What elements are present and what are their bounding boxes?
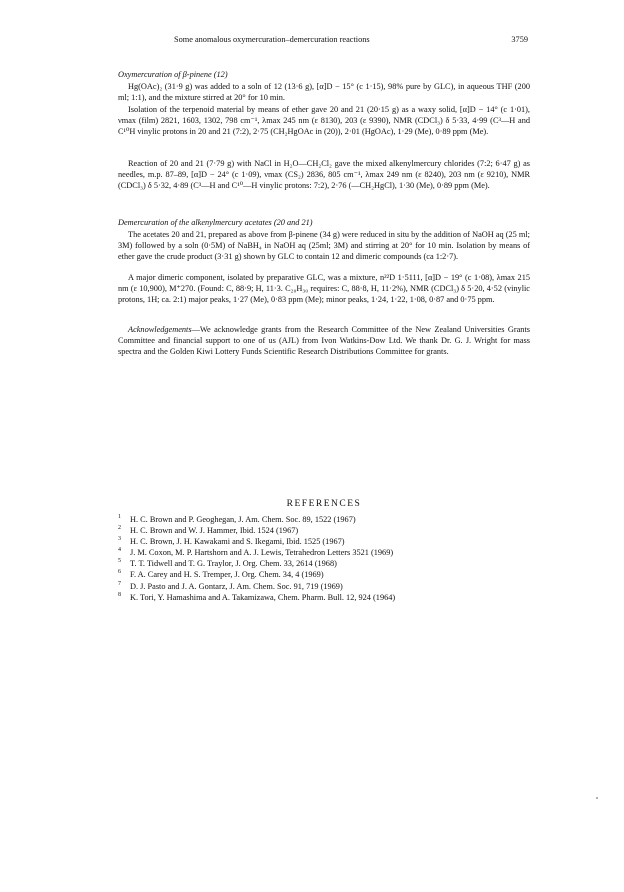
references-title: REFERENCES <box>286 499 362 509</box>
reference-text: K. Tori, Y. Hamashima and A. Takamizawa, Chem. Pharm. Bull. 12, 924 (1964) <box>130 592 396 602</box>
acknowledgements-text: —We acknowledge grants from the Research Committee of the New Zealand Universities Grants Committee and financial support to one of us (AJL) from Ivon Watkins-Dow Ltd. We thank Dr. G. J. Wright for mass spectra and the Golden Kiwi Lottery Funds Scientific Research Distributions Committee for grants. <box>118 325 530 357</box>
section-heading-oxymercuration: Oxymercuration of β-pinene (12) <box>118 70 228 79</box>
acknowledgements-label: Acknowledgements <box>128 325 192 334</box>
scan-speck <box>596 797 598 799</box>
page-number: 3759 <box>511 35 528 44</box>
reference-item <box>118 558 530 569</box>
reference-item <box>118 569 530 580</box>
running-title: Some anomalous oxymercuration–demercuration reactions <box>174 35 370 44</box>
section-heading-demercuration: Demercuration of the alkenylmercury acetates (20 and 21) <box>118 218 313 227</box>
reference-number: 5 <box>118 558 121 565</box>
reference-number: 3 <box>118 536 121 543</box>
reference-text: D. J. Pasto and J. A. Gontarz, J. Am. Chem. Soc. 91, 719 (1969) <box>130 581 343 591</box>
acknowledgements <box>118 324 530 357</box>
reference-item <box>118 514 530 525</box>
reference-text: H. C. Brown and P. Geoghegan, J. Am. Chem. Soc. 89, 1522 (1967) <box>130 515 356 524</box>
paragraph-nacl-reaction: Reaction of 20 and 21 (7·79 g) with NaCl in H₂O—CH₂Cl₂ gave the mixed alkenylmercury chlorides (7:2; 6·47 g) as needles, m.p. 87–89, [α]D − 24° (c 1·09), νmax (CS₂) 2836, 805 cm⁻¹, λmax 249 nm (ε 8240), 203 nm (ε 9210), NMR (CDCl₃) δ 5·32, 4·89 (C³—H and C¹⁰—H vinylic protons: 7:2), 2·76 (—CH₂HgCl), 1·30 (Me), 0·89 ppm (Me). <box>118 159 530 191</box>
reference-number: 6 <box>118 569 121 576</box>
paragraph-demercuration-procedure: The acetates 20 and 21, prepared as above from β-pinene (34 g) were reduced in situ by the addition of NaOH aq (25 ml; 3M) followed by a soln (0·5M) of NaBH₄ in NaOH aq (25ml; 3M) and stirring at 20° for 10 min. Isolation by means of ether gave the crude product (3·31 g) shown by GLC to contain 12 and dimeric compounds (ca 1:2·7). <box>118 230 530 262</box>
reference-text: H. C. Brown and W. J. Hammer, Ibid. 1524 (1967) <box>130 526 299 536</box>
paragraph-isolation: Isolation of the terpenoid material by means of ether gave 20 and 21 (20·15 g) as a waxy solid, [α]D − 14° (c 1·01), νmax (film) 2821, 1603, 1302, 798 cm⁻¹, λmax 245 nm (ε 8130), 203 (ε 9390), NMR (CDCl₃) δ 5·33, 4·99 (C³—H and C¹⁰H vinylic protons in 20 and 21 (7:2), 2·75 (CH₂HgOAc in (20)), 2·01 (HgOAc), 1·29 (Me), 0·89 ppm (Me). <box>118 105 530 137</box>
reference-text: H. C. Brown, J. H. Kawakami and S. Ikegami, Ibid. 1525 (1967) <box>130 537 345 547</box>
reference-number: 7 <box>118 580 121 587</box>
running-header <box>118 34 528 46</box>
reference-list <box>118 514 530 603</box>
reference-text: J. M. Coxon, M. P. Hartshorn and A. J. Lewis, Tetrahedron Letters 3521 (1969) <box>130 548 394 558</box>
reference-item <box>118 592 530 603</box>
reference-item <box>118 547 530 558</box>
reference-item <box>118 536 530 547</box>
reference-number: 8 <box>118 591 121 598</box>
paragraph-dimeric-component: A major dimeric component, isolated by preparative GLC, was a mixture, n²²D 1·5111, [α]D − 19° (c 1·08), λmax 215 nm (ε 10,900), M⁺270. (Found: C, 88·9; H, 11·3. C₂₀H₃₀ requires: C, 88·8, H, 11·2%), NMR (CDCl₃) δ 5·20, 4·52 (vinylic protons, 1H; ca. 2:1) major peaks, 1·27 (Me), 0·83 ppm (Me); minor peaks, 1·24, 1·22, 1·08, 0·87 and 0·75 ppm. <box>118 273 530 305</box>
reference-text: T. T. Tidwell and T. G. Traylor, J. Org. Chem. 33, 2614 (1968) <box>130 559 337 569</box>
paragraph-oxymercuration-procedure: Hg(OAc)₂ (31·9 g) was added to a soln of 12 (13·6 g), [α]D − 15° (c 1·15), 98% pure by GLC), in aqueous THF (200 ml; 1:1), and the mixture stirred at 20° for 10 min. <box>118 82 530 103</box>
reference-item <box>118 581 530 592</box>
reference-number: 1 <box>118 514 121 520</box>
reference-text: F. A. Carey and H. S. Tremper, J. Org. Chem. 34, 4 (1969) <box>130 570 324 580</box>
reference-number: 4 <box>118 547 121 554</box>
reference-number: 2 <box>118 525 121 532</box>
reference-item <box>118 525 530 536</box>
